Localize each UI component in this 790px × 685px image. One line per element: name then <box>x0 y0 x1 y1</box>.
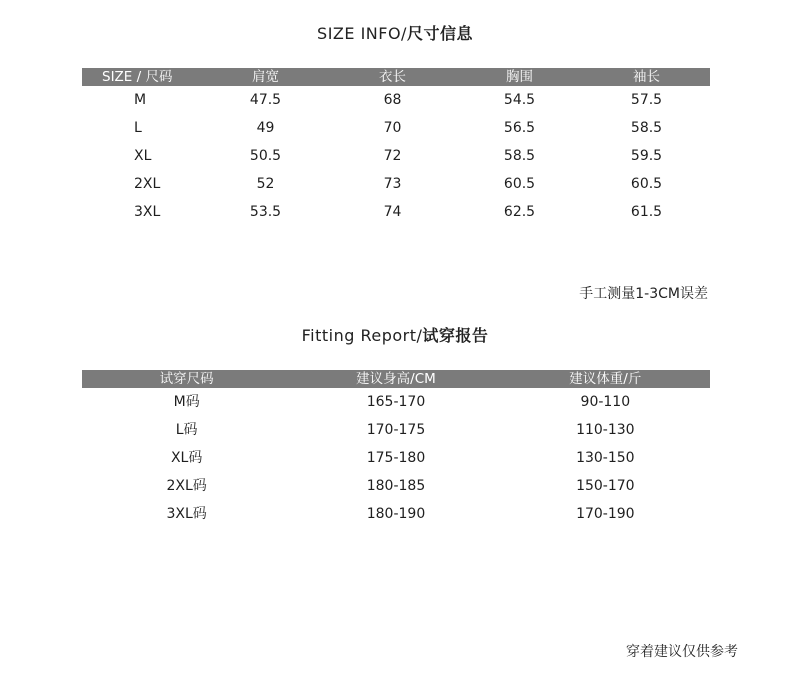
header-size: SIZE / 尺码 <box>102 69 173 85</box>
try-size-cell: 2XL码 <box>166 478 207 494</box>
sleeve-cell: 58.5 <box>630 120 663 136</box>
size-cell: 3XL <box>134 204 161 220</box>
weight-cell: 110-130 <box>576 422 635 438</box>
size-cell: L <box>134 120 142 136</box>
table-row <box>82 86 710 114</box>
table-row <box>82 388 710 416</box>
chest-cell: 56.5 <box>503 120 536 136</box>
size-table-header <box>82 68 710 86</box>
table-row <box>82 170 710 198</box>
size-table <box>82 68 710 226</box>
height-cell: 165-170 <box>366 394 426 410</box>
height-cell: 180-190 <box>366 506 426 522</box>
weight-cell: 170-190 <box>576 506 635 522</box>
size-cell: M <box>134 92 147 108</box>
sleeve-cell: 57.5 <box>630 92 663 108</box>
header-chest: 胸围 <box>506 69 533 85</box>
try-size-cell: L码 <box>175 422 198 438</box>
header-try-size: 试穿尺码 <box>159 371 214 387</box>
size-info-title-en: SIZE INFO/ <box>317 24 407 43</box>
table-row <box>82 198 710 226</box>
try-size-cell: 3XL码 <box>166 506 207 522</box>
sleeve-cell: 61.5 <box>630 204 663 220</box>
sleeve-cell: 59.5 <box>630 148 663 164</box>
length-cell: 73 <box>383 176 402 192</box>
table-row <box>82 416 710 444</box>
chest-cell: 58.5 <box>503 148 536 164</box>
fitting-report-title-cn: 试穿报告 <box>422 326 489 345</box>
weight-cell: 90-110 <box>580 394 631 410</box>
header-shoulder: 肩宽 <box>252 69 279 85</box>
table-row <box>82 114 710 142</box>
fitting-report-title <box>0 323 790 346</box>
try-size-cell: XL码 <box>170 450 203 466</box>
fitting-report-title-en: Fitting Report/ <box>301 326 423 345</box>
header-height: 建议身高/CM <box>356 371 436 387</box>
fitting-table <box>82 370 710 528</box>
length-cell: 74 <box>383 204 402 220</box>
try-size-cell: M码 <box>173 394 200 410</box>
length-cell: 70 <box>383 120 402 136</box>
shoulder-cell: 53.5 <box>249 204 282 220</box>
shoulder-cell: 49 <box>256 120 275 136</box>
size-cell: XL <box>134 148 152 164</box>
length-cell: 72 <box>383 148 402 164</box>
height-cell: 180-185 <box>366 478 426 494</box>
shoulder-cell: 52 <box>256 176 275 192</box>
shoulder-cell: 47.5 <box>249 92 282 108</box>
table-row <box>82 444 710 472</box>
size-info-title-cn: 尺寸信息 <box>406 24 473 43</box>
chest-cell: 60.5 <box>503 176 536 192</box>
header-weight: 建议体重/斤 <box>569 371 642 387</box>
length-cell: 68 <box>383 92 402 108</box>
table-row <box>82 500 710 528</box>
table-row <box>82 142 710 170</box>
size-info-title <box>0 21 790 44</box>
sleeve-cell: 60.5 <box>630 176 663 192</box>
header-sleeve: 袖长 <box>633 69 660 85</box>
height-cell: 175-180 <box>366 450 426 466</box>
weight-cell: 150-170 <box>576 478 635 494</box>
chest-cell: 62.5 <box>503 204 536 220</box>
size-cell: 2XL <box>134 176 161 192</box>
weight-cell: 130-150 <box>576 450 635 466</box>
shoulder-cell: 50.5 <box>249 148 282 164</box>
height-cell: 170-175 <box>366 422 426 438</box>
chest-cell: 54.5 <box>503 92 536 108</box>
wearing-advice-note: 穿着建议仅供参考 <box>626 644 738 660</box>
header-length: 衣长 <box>379 69 406 85</box>
fitting-table-header <box>82 370 710 388</box>
measurement-error-note: 手工测量1-3CM误差 <box>579 286 708 302</box>
table-row <box>82 472 710 500</box>
